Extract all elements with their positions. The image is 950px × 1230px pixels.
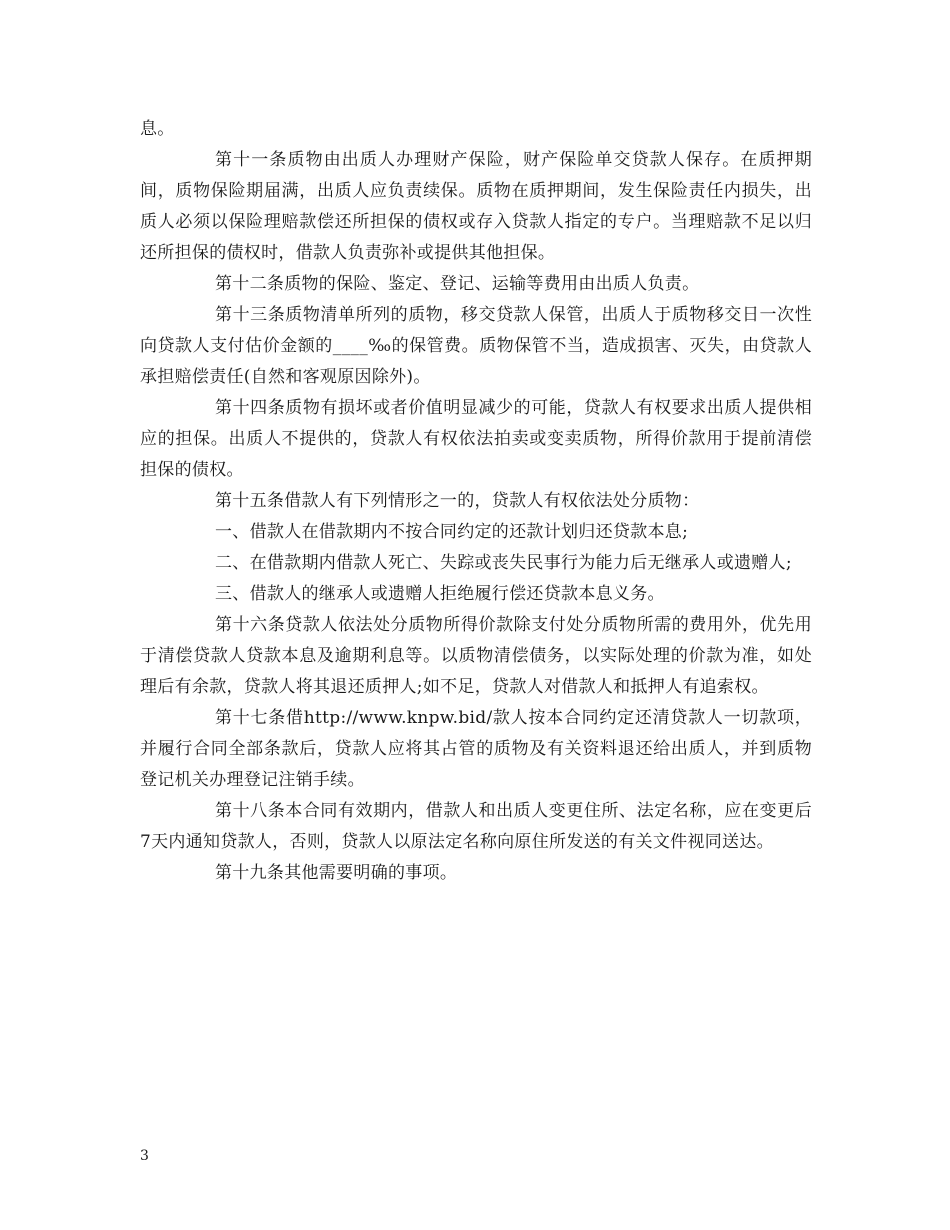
paragraph-article-19: 第十九条其他需要明确的事项。 [215, 863, 458, 883]
paragraph-continuation: 息。 [140, 119, 175, 139]
paragraph-item-2: 二、在借款期内借款人死亡、失踪或丧失民事行为能力后无继承人或遗赠人; [215, 553, 792, 573]
paragraph-article-12: 第十二条质物的保险、鉴定、登记、运输等费用由出质人负责。 [215, 274, 700, 294]
paragraph-article-15: 第十五条借款人有下列情形之一的，贷款人有权依法处分质物： [215, 491, 700, 511]
paragraph-article-13: 第十三条质物清单所列的质物，移交贷款人保管，出质人于质物移交日一次性向贷款人支付估价金额的____‰的保管费。质物保管不当，造成损害、灭失，由贷款人承担赔偿责任(自然和客观原因除外)。 [140, 305, 812, 387]
paragraph-article-11: 第十一条质物由出质人办理财产保险，财产保险单交贷款人保存。在质押期间，质物保险期届满，出质人应负责续保。质物在质押期间，发生保险责任内损失，出质人必须以保险理赔款偿还所担保的债权或存入贷款人指定的专户。当理赔款不足以归还所担保的债权时，借款人负责弥补或提供其他担保。 [140, 150, 812, 263]
paragraph-article-18: 第十八条本合同有效期内，借款人和出质人变更住所、法定名称，应在变更后7天内通知贷款人，否则，贷款人以原法定名称向原住所发送的有关文件视同送达。 [140, 801, 812, 852]
paragraph-article-17: 第十七条借http://www.knpw.bid/款人按本合同约定还清贷款人一切款项，并履行合同全部条款后，贷款人应将其占管的质物及有关资料退还给出质人，并到质物登记机关办理登记注销手续。 [140, 708, 812, 790]
paragraph-article-16: 第十六条贷款人依法处分质物所得价款除支付处分质物所需的费用外，优先用于清偿贷款人贷款本息及逾期利息等。以质物清偿债务，以实际处理的价款为准，如处理后有余款，贷款人将其退还质押人;如不足，贷款人对借款人和抵押人有追索权。 [140, 615, 812, 697]
paragraph-item-1: 一、借款人在借款期内不按合同约定的还款计划归还贷款本息; [215, 522, 689, 542]
paragraph-item-3: 三、借款人的继承人或遗赠人拒绝履行偿还贷款本息义务。 [215, 584, 665, 604]
page-number: 3 [140, 1148, 149, 1164]
paragraph-article-14: 第十四条质物有损坏或者价值明显减少的可能，贷款人有权要求出质人提供相应的担保。出质人不提供的，贷款人有权依法拍卖或变卖质物，所得价款用于提前清偿担保的债权。 [140, 398, 812, 480]
document-page [140, 114, 812, 889]
